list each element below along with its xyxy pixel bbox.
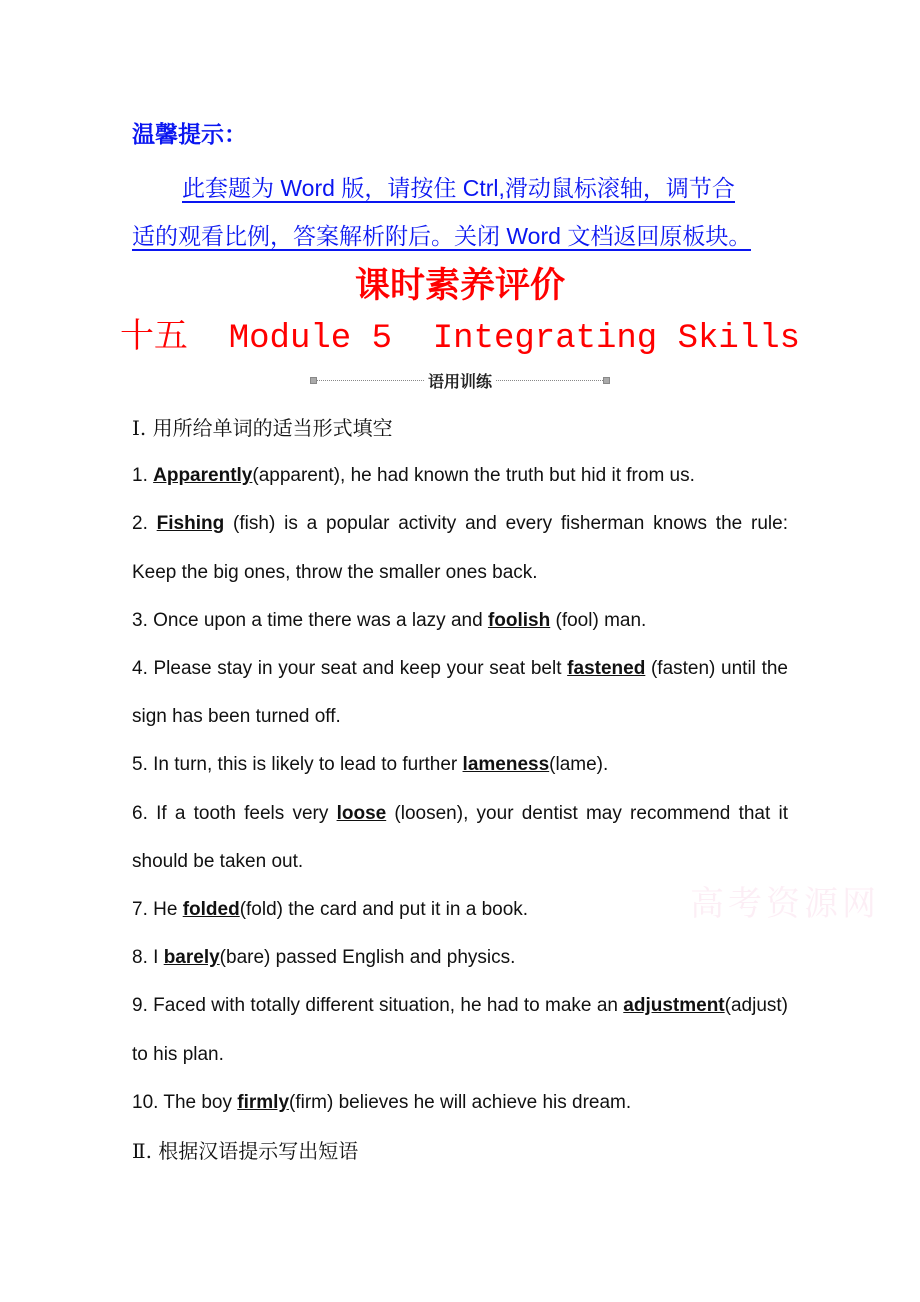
item-text: (bare) passed English and physics.: [219, 947, 516, 969]
item-text: (fasten) until the sign has been turned off.: [132, 658, 788, 728]
item-text: 8. I: [132, 947, 164, 969]
exercise-item: [132, 982, 788, 1078]
item-text: 4. Please stay in your seat and keep your seat belt: [132, 658, 568, 680]
tip-title: 温馨提示：: [132, 121, 247, 147]
item-text: (loosen), your dentist may recommend that it should be taken out.: [132, 802, 788, 872]
watermark: 高考资源网: [690, 884, 880, 924]
answer-word: firmly: [237, 1091, 290, 1113]
exercise-item: [132, 741, 788, 789]
divider-line: [496, 380, 603, 381]
page-title: 课时素养评价: [354, 265, 565, 306]
exercise-body: [132, 404, 788, 1175]
tip-text: [132, 164, 800, 260]
answer-word: Apparently: [153, 465, 253, 487]
item-text: (firm) believes he will achieve his dream.: [289, 1091, 632, 1113]
item-text: 7. He: [132, 899, 183, 921]
answer-word: loose: [336, 802, 387, 824]
exercise-item: [132, 500, 788, 596]
answer-word: lameness: [462, 754, 550, 776]
answer-word: folded: [182, 899, 240, 921]
divider-line: [317, 380, 424, 381]
exercise-item: [132, 645, 788, 741]
exercise-item: [132, 597, 788, 645]
item-text: 6. If a tooth feels very: [132, 802, 337, 824]
exercise-item: [132, 790, 788, 886]
answer-word: fastened: [567, 658, 646, 680]
section-label: 语用训练: [428, 373, 493, 391]
item-text: (apparent), he had known the truth but hid it from us.: [252, 465, 695, 487]
item-text: 10. The boy: [132, 1091, 238, 1113]
tip-line-1: 此套题为 Word 版，请按住 Ctrl,滑动鼠标滚轴，调节合: [182, 175, 735, 201]
item-text: 3. Once upon a time there was a lazy and: [132, 609, 488, 631]
item-text: 5. In turn, this is likely to lead to further: [132, 754, 463, 776]
divider-end-icon: [310, 377, 317, 384]
item-text: 1.: [132, 465, 154, 487]
exercise-item: [132, 452, 788, 500]
page-subtitle: 十五 Module 5 Integrating Skills: [119, 320, 801, 358]
item-text: (fish) is a popular activity and every fisherman knows the rule: Keep the big ones, throw the smaller ones back.: [132, 513, 789, 583]
part-2-heading: Ⅱ. 根据汉语提示写出短语: [132, 1139, 359, 1164]
answer-word: foolish: [487, 609, 551, 631]
tip-line-2: 适的观看比例，答案解析附后。关闭 Word 文档返回原板块。: [132, 223, 752, 249]
answer-word: adjustment: [623, 995, 725, 1017]
part-1-heading: Ⅰ. 用所给单词的适当形式填空: [132, 416, 393, 440]
item-text: (lame).: [549, 754, 609, 776]
exercise-item: [132, 1079, 788, 1127]
answer-word: Fishing: [156, 513, 225, 535]
divider-end-icon: [603, 377, 610, 384]
item-text: (adjust) to his plan.: [132, 995, 788, 1065]
item-text: 2.: [132, 513, 157, 535]
item-text: (fold) the card and put it in a book.: [239, 899, 529, 921]
section-divider: [310, 368, 610, 392]
answer-word: barely: [163, 947, 220, 969]
item-text: 9. Faced with totally different situation, he had to make an: [132, 995, 624, 1017]
item-text: (fool) man.: [550, 609, 647, 631]
exercise-item: [132, 934, 788, 982]
